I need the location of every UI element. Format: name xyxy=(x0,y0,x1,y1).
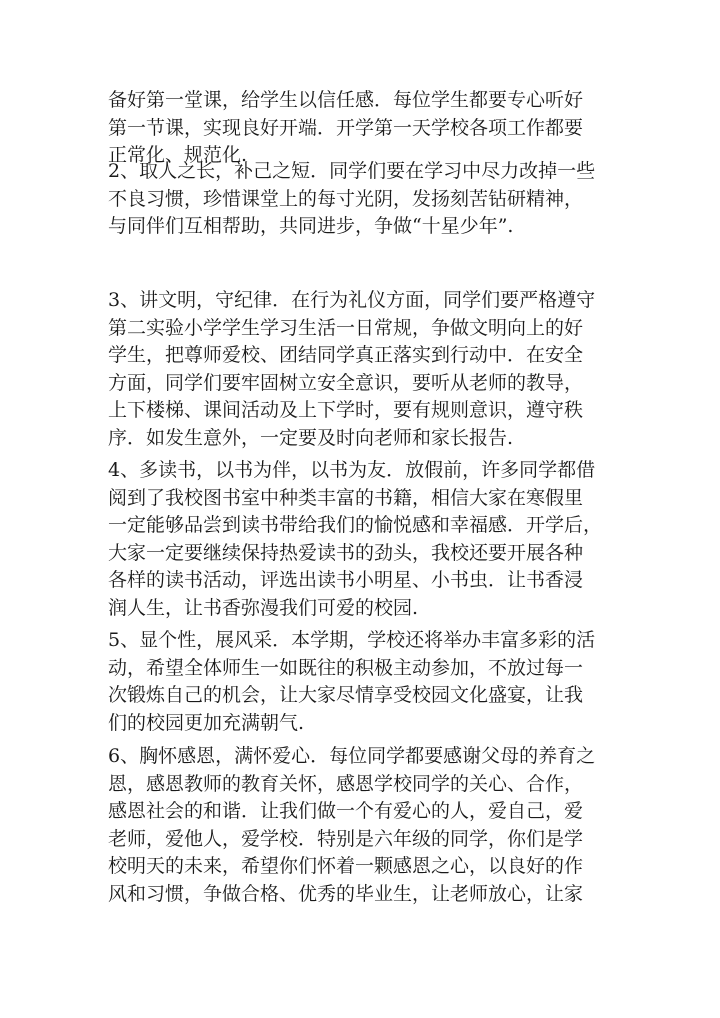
text-line: 润人生，让书香弥漫我们可爱的校园. xyxy=(108,596,419,619)
text-line: 老师，爱他人，爱学校．特别是六年级的同学，你们是学 xyxy=(108,827,584,850)
paragraph-item-2 xyxy=(108,158,608,241)
text-line: 第二实验小学学生学习生活一日常规，争做文明向上的好 xyxy=(108,316,584,339)
text-line: 4、多读书，以书为伴，以书为友．放假前，许多同学都借 xyxy=(108,459,596,481)
text-line: 们的校园更加充满朝气. xyxy=(108,711,305,734)
text-line: 方面，同学们要牢固树立安全意识，要听从老师的教导， xyxy=(108,371,584,394)
text-line: 不良习惯，珍惜课堂上的每寸光阴，发扬刻苦钻研精神， xyxy=(108,187,584,210)
text-line: 动，希望全体师生一如既往的积极主动参加，不放过每一 xyxy=(108,656,584,679)
text-line: 备好第一堂课，给学生以信任感．每位学生都要专心听好 xyxy=(108,89,584,111)
text-line: 6、胸怀感恩，满怀爱心．每位同学都要感谢父母的养育之 xyxy=(108,745,596,767)
paragraph-item-4 xyxy=(108,457,608,622)
text-line: 与同伴们互相帮助，共同进步，争做“十星少年”. xyxy=(108,215,514,237)
text-line: 感恩社会的和谐．让我们做一个有爱心的人，爱自己，爱 xyxy=(108,800,584,822)
text-line: 正常化、规范化. xyxy=(108,144,248,166)
text-line: 第一节课，实现良好开端．开学第一天学校各项工作都要 xyxy=(108,116,584,139)
text-line: 各样的读书活动，评选出读书小明星、小书虫．让书香浸 xyxy=(108,569,584,591)
text-line: 序．如发生意外，一定要及时向老师和家长报告. xyxy=(108,426,514,449)
text-line: 校明天的未来，希望你们怀着一颗感恩之心，以良好的作 xyxy=(108,855,584,877)
text-line: 次锻炼自己的机会，让大家尽情享受校园文化盛宴，让我 xyxy=(108,684,584,706)
paragraph-item-5 xyxy=(108,627,608,737)
text-line: 5、显个性，展风采．本学期，学校还将举办丰富多彩的活 xyxy=(108,629,596,651)
text-line: 上下楼梯、课间活动及上下学时，要有规则意识，遵守秩 xyxy=(108,399,584,421)
text-line: 2、取人之长，补己之短．同学们要在学习中尽力改掉一些 xyxy=(108,160,596,182)
text-line: 3、讲文明，守纪律．在行为礼仪方面，同学们要严格遵守 xyxy=(108,289,596,311)
text-line: 风和习惯，争做合格、优秀的毕业生，让老师放心，让家 xyxy=(108,882,584,905)
text-line: 阅到了我校图书室中种类丰富的书籍，相信大家在寒假里 xyxy=(108,486,584,509)
text-line: 大家一定要继续保持热爱读书的劲头，我校还要开展各种 xyxy=(108,541,584,564)
text-line: 恩，感恩教师的教育关怀，感恩学校同学的关心、合作， xyxy=(108,772,584,795)
text-line: 一定能够品尝到读书带给我们的愉悦感和幸福感．开学后， xyxy=(108,514,603,536)
paragraph-item-3 xyxy=(108,287,608,452)
text-line: 学生，把尊师爱校、团结同学真正落实到行动中．在安全 xyxy=(108,344,584,366)
paragraph-item-6 xyxy=(108,743,608,908)
